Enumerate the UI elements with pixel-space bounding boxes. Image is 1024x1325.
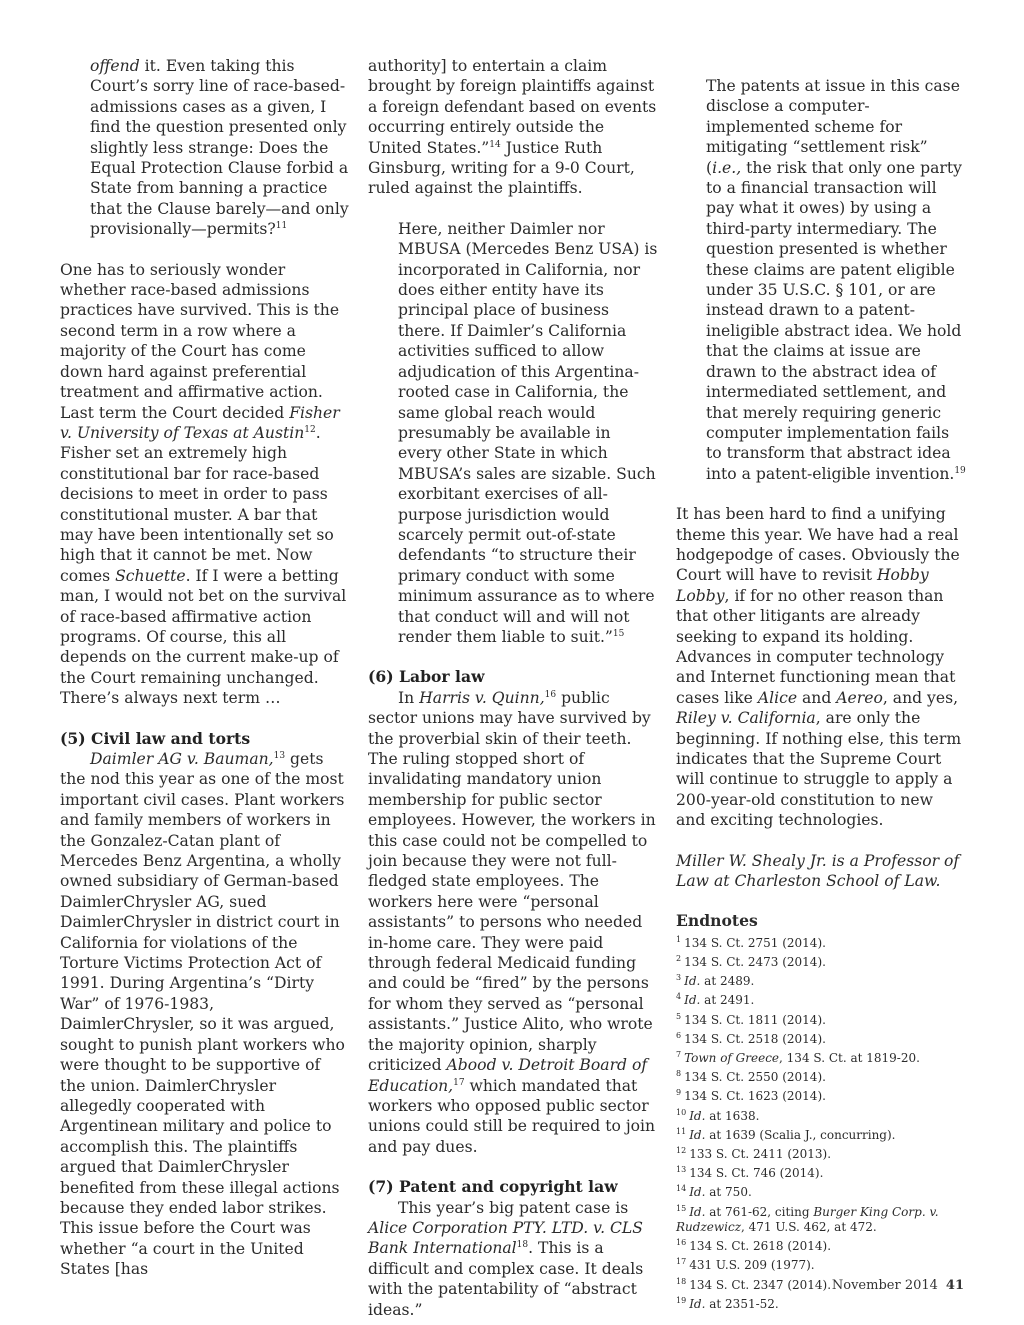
- case-name: Riley v. California: [676, 709, 816, 728]
- paragraph-affirmative-action: [60, 260, 350, 709]
- endnote-text: , 134 S. Ct. at 1819-20.: [779, 1051, 920, 1066]
- endnote-text: 134 S. Ct. 2751 (2014).: [684, 935, 826, 950]
- author-bio: Miller W. Shealy Jr. is a Professor of Law at Charleston School of Law.: [676, 851, 960, 891]
- column-3: [676, 56, 966, 1312]
- endnote-text: 134 S. Ct. 2518 (2014).: [684, 1031, 826, 1046]
- section-heading-civil-law: (5) Civil law and torts: [60, 728, 251, 748]
- endnote-italic: Id.: [689, 1296, 706, 1311]
- text: . This is a difficult and complex case. It deals with the patentability of “abstract ideas.”: [368, 1239, 644, 1319]
- endnote-number: 16: [676, 1238, 687, 1248]
- blockquote-ginsburg: [368, 219, 658, 648]
- endnote-text: at 1638.: [705, 1108, 760, 1123]
- endnote-italic: Id.: [689, 1127, 706, 1142]
- endnotes-list: [676, 932, 966, 1312]
- quote-text: Here, neither Daimler nor MBUSA (Mercedes Benz USA) is incorporated in California, nor does either entity have its principal place of business there. If Daimler’s California activities sufficed to allow adjudication of this Argentina-rooted case in California, the same global reach would presumably be available in every other State in which MBUSA’s sales are sizable. Such exorbitant exercises of all-purpose jurisdiction would scarcely permit out-of-state defendants “to structure their primary conduct with some minimum assurance as to where that conduct will and will not render them liable to suit.”: [398, 219, 658, 646]
- text: and: [797, 688, 837, 707]
- endnote-item: [676, 951, 966, 970]
- endnote-item: [676, 1181, 966, 1200]
- endnote-text: 134 S. Ct. 2473 (2014).: [684, 955, 826, 970]
- endnote-item: [676, 1066, 966, 1085]
- endnote-text: at 1639 (Scalia J., concurring).: [705, 1127, 896, 1142]
- page-number: 41: [945, 1278, 964, 1293]
- endnote-italic: Id.: [689, 1185, 706, 1200]
- endnote-text: at 761-62, citing: [705, 1204, 814, 1219]
- paragraph-daimler-cont: [368, 56, 658, 199]
- text: . If I were a betting man, I would not bet on the survival of race-based affirmative action programs. Of course, this all depends on the current make-up of the Court remaining unchanged. There’s always next term …: [60, 566, 347, 708]
- paragraph-conclusion: [676, 504, 966, 831]
- endnote-text: at 2491.: [700, 993, 755, 1008]
- issue-date: November 2014: [831, 1278, 938, 1293]
- case-name: Daimler AG v. Bauman,: [90, 750, 274, 768]
- blockquote-scalia: [60, 56, 350, 240]
- endnote-text: 431 U.S. 209 (1977).: [689, 1258, 815, 1273]
- column-1: [60, 56, 350, 1280]
- endnote-number: 6: [676, 1030, 682, 1040]
- endnote-item: [676, 1047, 966, 1066]
- footnote-ref[interactable]: 11: [275, 221, 288, 232]
- endnote-text: at 750.: [705, 1185, 752, 1200]
- text: public sector unions may have survived by the proverbial skin of their teeth. The ruling stopped short of invalidating mandatory union membership for public sector employees. However, the workers in this case could not be compelled to join because they were not full-fledged state employees. The workers here were “personal assistants” to persons who needed in-home care. They were paid through federal Medicaid funding and could be “fired” by the persons for whom they served as “personal assistants.” Justice Alito, who wrote the majority opinion, sharply criticized: [368, 688, 656, 1075]
- endnote-text: 134 S. Ct. 1811 (2014).: [684, 1012, 826, 1027]
- endnote-text: at 2351-52.: [705, 1296, 779, 1311]
- case-name: Harris v. Quinn,: [419, 688, 545, 707]
- endnote-italic: Id.: [689, 1108, 706, 1123]
- footnote-ref[interactable]: 12: [304, 424, 316, 435]
- endnote-item: [676, 1028, 966, 1047]
- text: This year’s big patent case is: [398, 1198, 629, 1217]
- endnote-item: [676, 1235, 966, 1254]
- endnote-number: 15: [676, 1203, 687, 1213]
- case-name: Fisher v. University of Texas at Austin: [60, 403, 340, 442]
- text: , if for no other reason than that other litigants are already seeking to expand its holding. Advances in computer technology and Internet functioning mean that cases like: [676, 586, 956, 707]
- endnote-number: 1: [676, 934, 682, 944]
- section-heading-patent-law: (7) Patent and copyright law: [368, 1177, 618, 1197]
- endnote-text: 133 S. Ct. 2411 (2013).: [689, 1147, 832, 1162]
- endnote-italic: Town of Greece: [684, 1051, 780, 1066]
- column-2: [368, 56, 658, 1320]
- endnote-number: 17: [676, 1257, 687, 1267]
- text: The patents at issue in this case disclose a computer-implemented scheme for mitigating “settlement risk” (: [706, 77, 960, 177]
- endnote-text: 134 S. Ct. 1623 (2014).: [684, 1089, 826, 1104]
- endnote-number: 3: [676, 973, 682, 983]
- text: gets the nod this year as one of the most important civil cases. Plant workers and family members of workers in the Gonzalez-Catan plant of Mercedes Benz Argentina, a wholly owned subsidiary of German-based DaimlerChrysler AG, sued DaimlerChrysler in district court in California for violations of the Torture Victims Protection Act of 1991. During Argentina’s “Dirty War” of 1976-1983, DaimlerChrysler, so it was argued, sought to punish plant workers who were thought to be supportive of the union. DaimlerChrysler allegedly cooperated with Argentinean military and police to accomplish this. The plaintiffs argued that DaimlerChrysler benefited from these illegal actions because they ended labor strikes. This issue before the Court was whether “a court in the United States [has: [60, 750, 345, 1279]
- paragraph-alice: [368, 1198, 658, 1320]
- text: One has to seriously wonder whether race-based admissions practices have survived. This is the second term in a row where a majority of the Court has come down hard against preferential treatment and affirmative action. Last term the Court decided: [60, 260, 340, 422]
- footnote-ref[interactable]: 13: [273, 750, 286, 761]
- endnote-item: [676, 1143, 966, 1162]
- footnote-ref[interactable]: 15: [612, 628, 625, 639]
- endnote-item: [676, 1293, 966, 1312]
- endnote-item: [676, 1201, 966, 1235]
- text: . Fisher set an extremely high constitutional bar for race-based decisions to meet in order to pass constitutional muster. A bar that may have been intentionally set so high that it cannot be met. Now comes: [60, 423, 334, 585]
- endnote-text: 134 S. Ct. 2347 (2014).: [689, 1277, 832, 1292]
- text: which mandated that workers who opposed public sector unions could still be required to join and pay dues.: [368, 1076, 656, 1156]
- text: It has been hard to find a unifying theme this year. We have had a real hodgepodge of cases. Obviously the Court will have to revisit: [676, 505, 960, 585]
- case-name: Aereo: [836, 688, 883, 707]
- endnote-item: [676, 1254, 966, 1273]
- endnote-number: 19: [676, 1295, 687, 1305]
- case-name: Hobby Lobby: [676, 566, 929, 605]
- footnote-ref[interactable]: 19: [954, 465, 966, 476]
- footnote-ref[interactable]: 17: [453, 1077, 465, 1088]
- quote-italic: offend: [90, 57, 140, 75]
- case-name: Abood v. Detroit Board of Education,: [368, 1056, 648, 1095]
- case-name: Alice Corporation PTY. LTD. v. CLS Bank International: [368, 1218, 643, 1258]
- endnote-number: 13: [676, 1165, 687, 1175]
- endnote-text: 134 S. Ct. 2550 (2014).: [684, 1070, 826, 1085]
- endnote-number: 4: [676, 992, 682, 1002]
- footnote-ref[interactable]: 16: [544, 689, 557, 700]
- blockquote-alice: [676, 76, 966, 484]
- endnote-number: 2: [676, 954, 682, 964]
- endnote-text: 134 S. Ct. 746 (2014).: [689, 1166, 824, 1181]
- endnote-text: 134 S. Ct. 2618 (2014).: [689, 1239, 832, 1254]
- endnote-number: 8: [676, 1069, 682, 1079]
- endnote-number: 9: [676, 1088, 682, 1098]
- paragraph-harris: [368, 688, 658, 1157]
- endnote-number: 18: [676, 1276, 687, 1286]
- text: , and yes,: [882, 688, 959, 707]
- endnote-case: Burger King Corp. v. Rudzewicz: [676, 1204, 939, 1234]
- endnote-item: [676, 1124, 966, 1143]
- endnote-italic: Id.: [689, 1204, 706, 1219]
- endnote-number: 11: [676, 1126, 687, 1136]
- endnote-italic: Id.: [684, 993, 701, 1008]
- endnote-item: [676, 970, 966, 989]
- text: , are only the beginning. If nothing else, this term indicates that the Supreme Court will continue to struggle to apply a 200-year-old constitution to new and exciting technologies.: [676, 709, 962, 830]
- endnote-item: [676, 989, 966, 1008]
- endnote-number: 5: [676, 1011, 682, 1021]
- case-name: Alice: [757, 688, 798, 707]
- endnote-item: [676, 1009, 966, 1028]
- footnote-ref[interactable]: 18: [516, 1240, 529, 1251]
- endnote-item: [676, 932, 966, 951]
- endnote-number: 10: [676, 1107, 687, 1117]
- text: the risk that only one party to a financial transaction will pay what it owes) by using a third-party intermediary. The question presented is whether these claims are patent eligible under 35 U.S.C. § 101, or are instead drawn to a patent-ineligible abstract idea. We hold that the claims at issue are drawn to the abstract idea of intermediated settlement, and that merely requiring generic computer implementation fails to transform that abstract idea into a patent-eligible invention.: [706, 158, 962, 483]
- section-heading-labor-law: (6) Labor law: [368, 667, 485, 687]
- endnote-item: [676, 1162, 966, 1181]
- italic-text: i.e.,: [712, 158, 742, 177]
- endnote-text: at 2489.: [700, 974, 755, 989]
- endnote-italic: Id.: [684, 974, 701, 989]
- case-name: Schuette: [115, 566, 186, 585]
- text: authority] to entertain a claim brought by foreign plaintiffs against a foreign defendant based on events occurring entirely outside the United States.”: [368, 57, 657, 157]
- text: In: [398, 688, 420, 707]
- endnote-number: 7: [676, 1050, 682, 1060]
- endnote-item: [676, 1085, 966, 1104]
- page-footer: [832, 1278, 964, 1293]
- endnote-number: 12: [676, 1146, 687, 1156]
- text: Justice Ruth Ginsburg, writing for a 9-0 Court, ruled against the plaintiffs.: [368, 138, 635, 198]
- endnote-number: 14: [676, 1184, 687, 1194]
- endnote-item: [676, 1105, 966, 1124]
- footnote-ref[interactable]: 14: [489, 139, 501, 150]
- paragraph-daimler: [60, 749, 350, 1280]
- endnote-text: , 471 U.S. 462, at 472.: [741, 1219, 877, 1234]
- endnotes-heading: Endnotes: [676, 911, 758, 931]
- quote-text: it. Even taking this Court’s sorry line of race-based-admissions cases as a given, I find the question presented only slightly less strange: Does the Equal Protection Clause forbid a State from banning a practice that the Clause barely—and only provisionally—permits?: [90, 57, 349, 239]
